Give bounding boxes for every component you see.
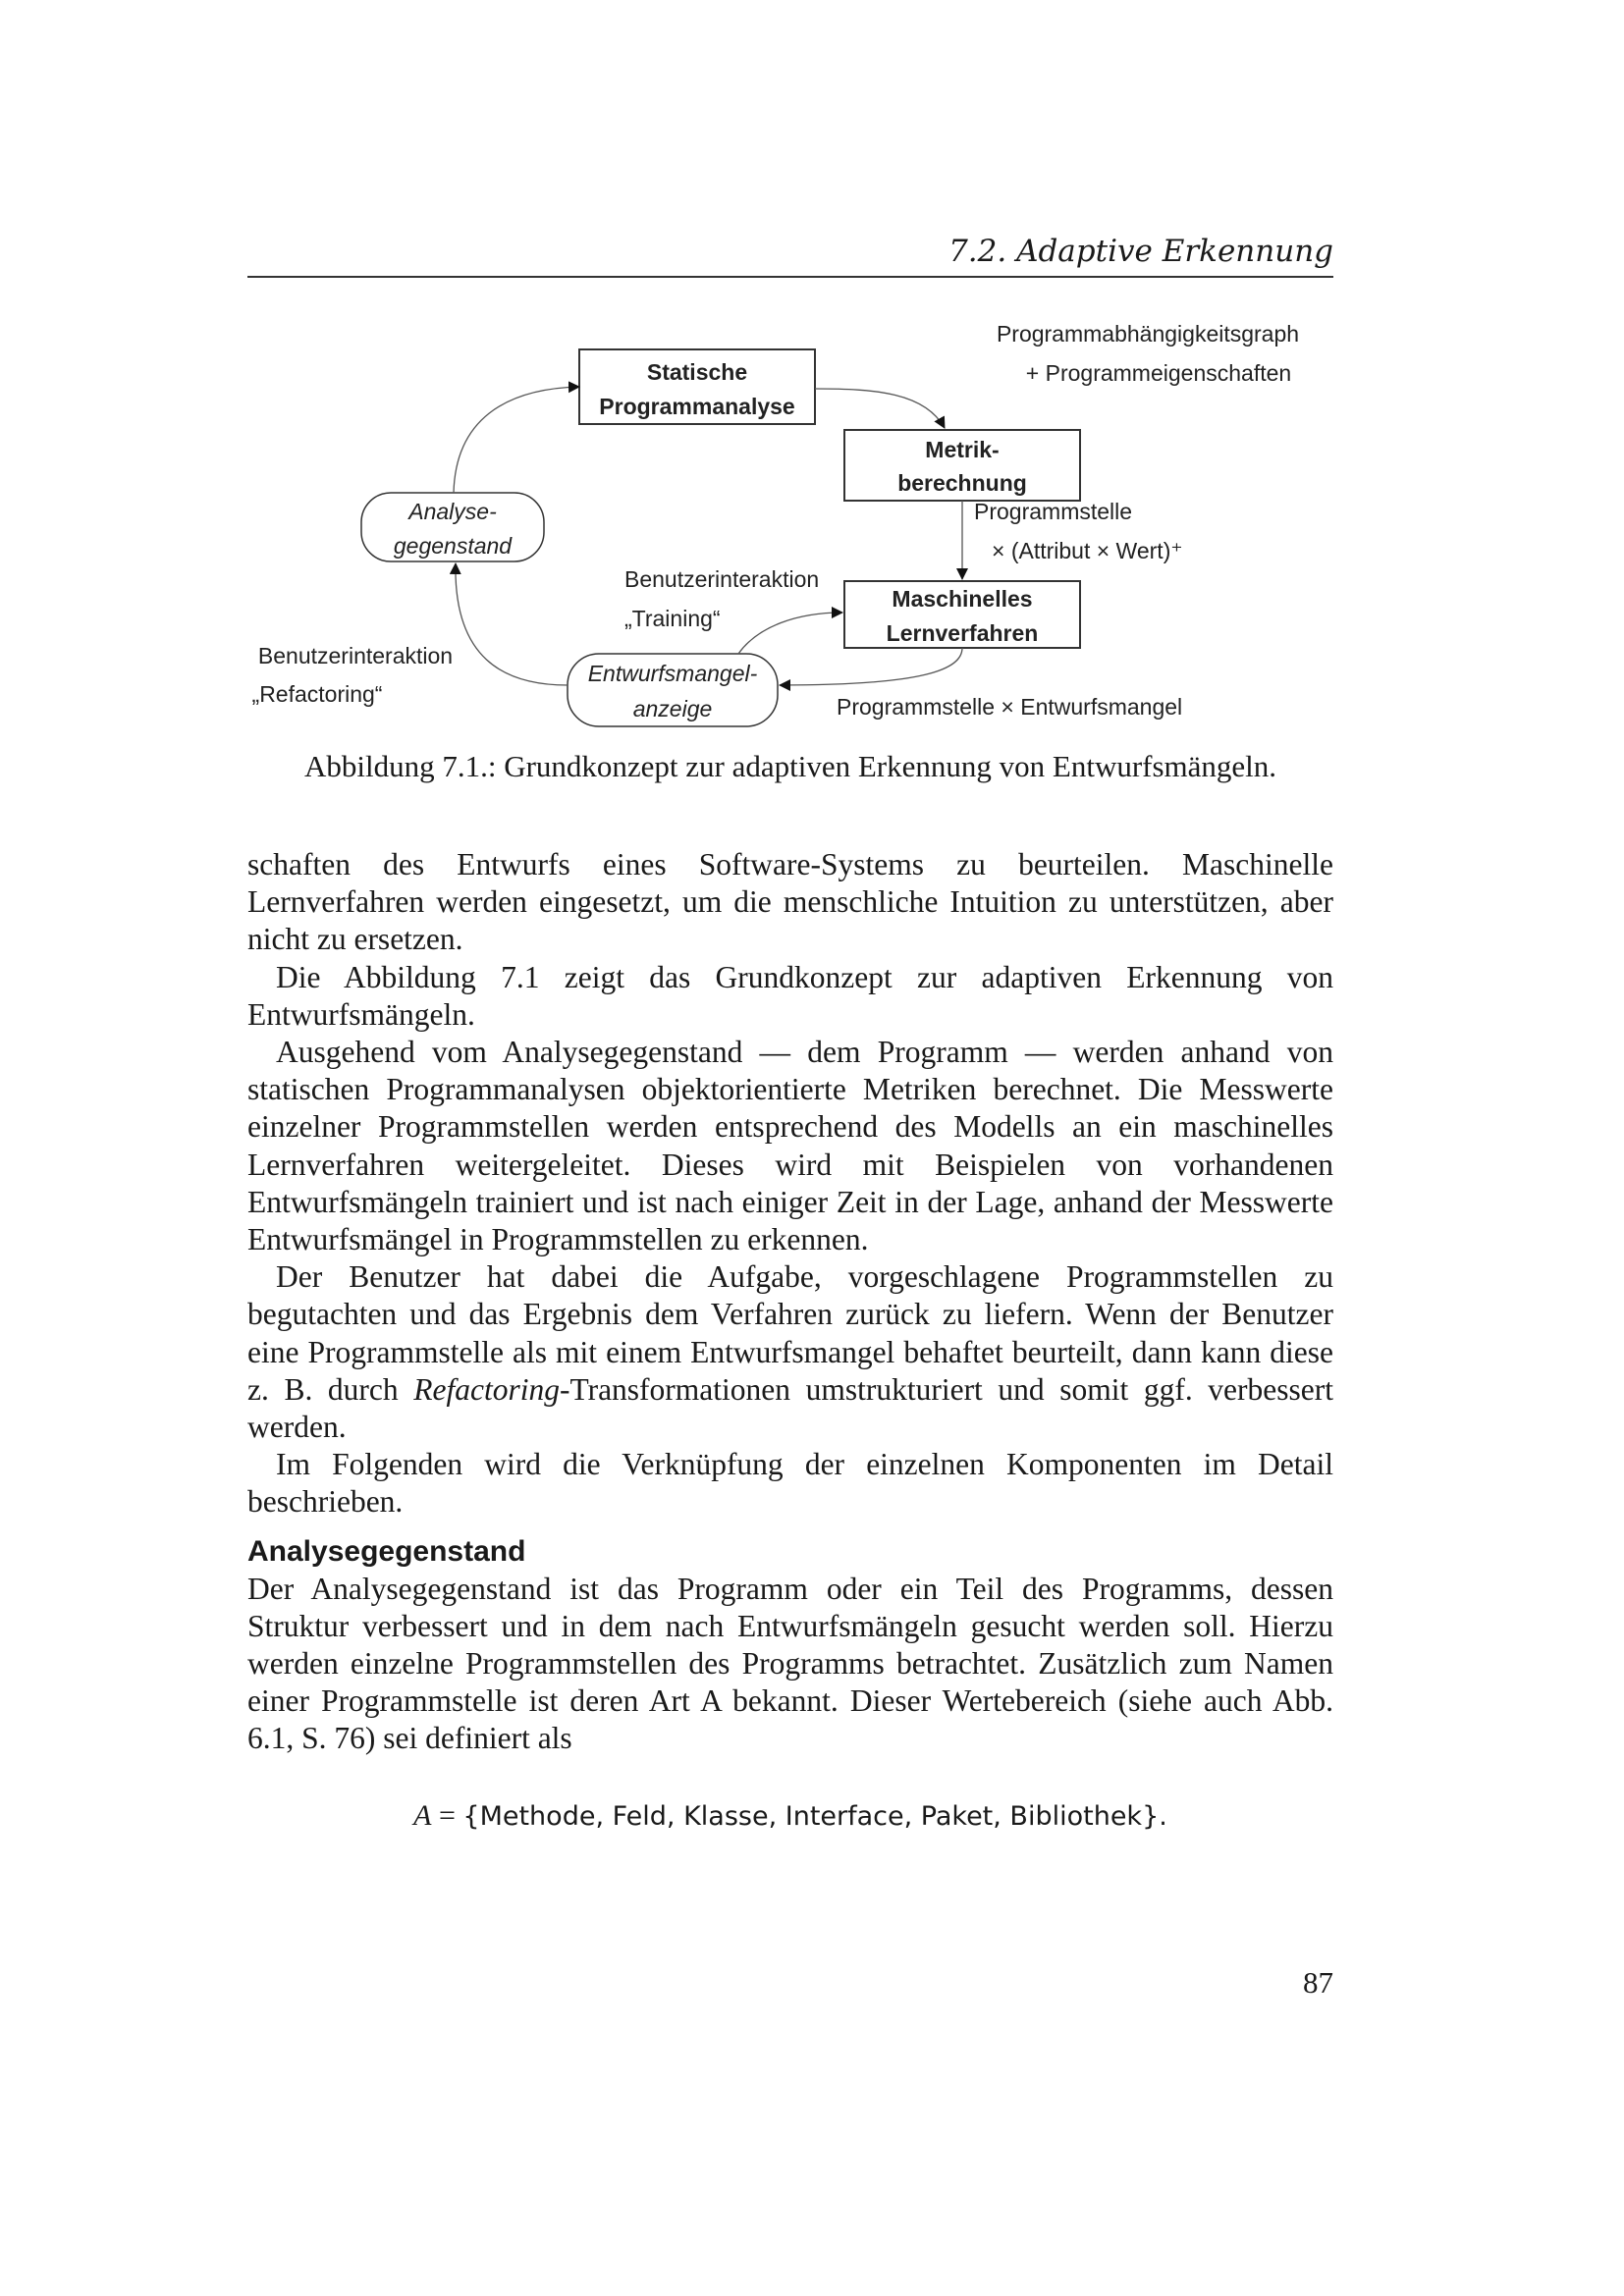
stelle-label: Programmstelle <box>974 499 1133 524</box>
arrow-analysis-to-static <box>454 387 579 493</box>
analysis-object-label: Analyse- <box>408 499 497 524</box>
formula-set: {Methode, Feld, Klasse, Interface, Paket, Bibliothek} <box>462 1801 1160 1832</box>
arrow-static-to-metric <box>815 389 945 428</box>
metric-label: berechnung <box>897 470 1027 496</box>
paragraph: Der Analysegegenstand ist das Programm oder ein Teil des Programms, dessen Struktur verbessert und in dem nach Entwurfsmängeln gesucht werden soll. Hierzu werden einzelne Programmstellen des Programms betrachtet. Zusätzlich zum Namen einer Programmstelle ist deren Art A bekannt. Dieser Wertebereich (siehe auch Abb. 6.1, S. 76) sei definiert als <box>247 1571 1333 1756</box>
paragraph-text: Der Benutzer hat dabei die Aufgabe, vorgeschlagene Programmstellen zu begutachten und das Ergebnis dem Verfahren zurück zu liefern. Wenn der Benutzer eine Programmstelle als mit einem Entwurfsmangel behaftet beurteilt, dann kann diese z. B. durch <box>247 1259 1333 1407</box>
result-label: Programmstelle × Entwurfsmangel <box>837 694 1183 720</box>
paragraph: schaften des Entwurfs eines Software-Systems zu beurteilen. Maschinelle Lernverfahren werden eingesetzt, um die menschliche Intuition zu unterstützen, aber nicht zu ersetzen. <box>247 847 1333 957</box>
paragraph-text: -Transformationen umstrukturiert und somit ggf. verbessert werden. <box>247 1371 1333 1445</box>
refactoring-label: „Refactoring“ <box>251 681 383 707</box>
figure-caption: Abbildung 7.1.: Grundkonzept zur adaptiven Erkennung von Entwurfsmängeln. <box>303 749 1277 783</box>
static-analysis-label: Programmanalyse <box>599 394 795 419</box>
ml-label: Lernverfahren <box>886 620 1039 646</box>
refactoring-label: Benutzerinteraktion <box>257 643 454 668</box>
training-label: „Training“ <box>624 606 721 631</box>
defect-display-label: Entwurfsmangel- <box>587 661 758 686</box>
arrow-training <box>738 613 842 654</box>
section-heading: Analysegegenstand <box>247 1534 526 1568</box>
stelle-label: × (Attribut × Wert)⁺ <box>992 538 1183 563</box>
arrow-ml-to-display <box>780 648 962 685</box>
analysis-object-label: gegenstand <box>393 533 513 559</box>
header-rule <box>247 276 1333 278</box>
paragraph: Im Folgenden wird die Verknüpfung der einzelnen Komponenten im Detail beschrieben. <box>247 1447 1333 1520</box>
page-number: 87 <box>1303 1965 1333 2000</box>
pdg-label: Programmabhängigkeitsgraph <box>996 321 1300 347</box>
formula-period: . <box>1159 1801 1167 1832</box>
metric-label: Metrik- <box>925 437 1000 462</box>
formula <box>247 1796 1333 1837</box>
static-analysis-label: Statische <box>646 359 748 385</box>
pdg-label: + Programmeigenschaften <box>1025 360 1292 386</box>
emphasis-refactoring: Refactoring <box>413 1371 560 1407</box>
paragraph: Ausgehend vom Analysegegenstand — dem Programm — werden anhand von statischen Programmanalysen objektorientierte Metriken berechnet. Die Messwerte einzelner Programmstellen werden entsprechend des Modells an ein maschinelles Lernverfahren weitergeleitet. Dieses wird mit Beispielen von vorhandenen Entwurfsmängeln trainiert und ist nach einiger Zeit in der Lage, anhand der Messwerte Entwurfsmängel in Programmstellen zu erkennen. <box>247 1035 1333 1257</box>
formula-variable: A <box>413 1799 432 1832</box>
body-text <box>247 846 1333 1758</box>
running-header: 7.2. Adaptive Erkennung <box>948 234 1333 269</box>
defect-display-label: anzeige <box>632 696 713 721</box>
paragraph: Die Abbildung 7.1 zeigt das Grundkonzept zur adaptiven Erkennung von Entwurfsmängeln. <box>247 959 1333 1032</box>
concept-diagram <box>247 314 1333 736</box>
training-label: Benutzerinteraktion <box>624 566 820 592</box>
ml-label: Maschinelles <box>892 586 1033 612</box>
arrow-refactoring <box>456 563 568 685</box>
formula-equals: = <box>431 1799 463 1832</box>
paragraph <box>247 1258 1333 1446</box>
